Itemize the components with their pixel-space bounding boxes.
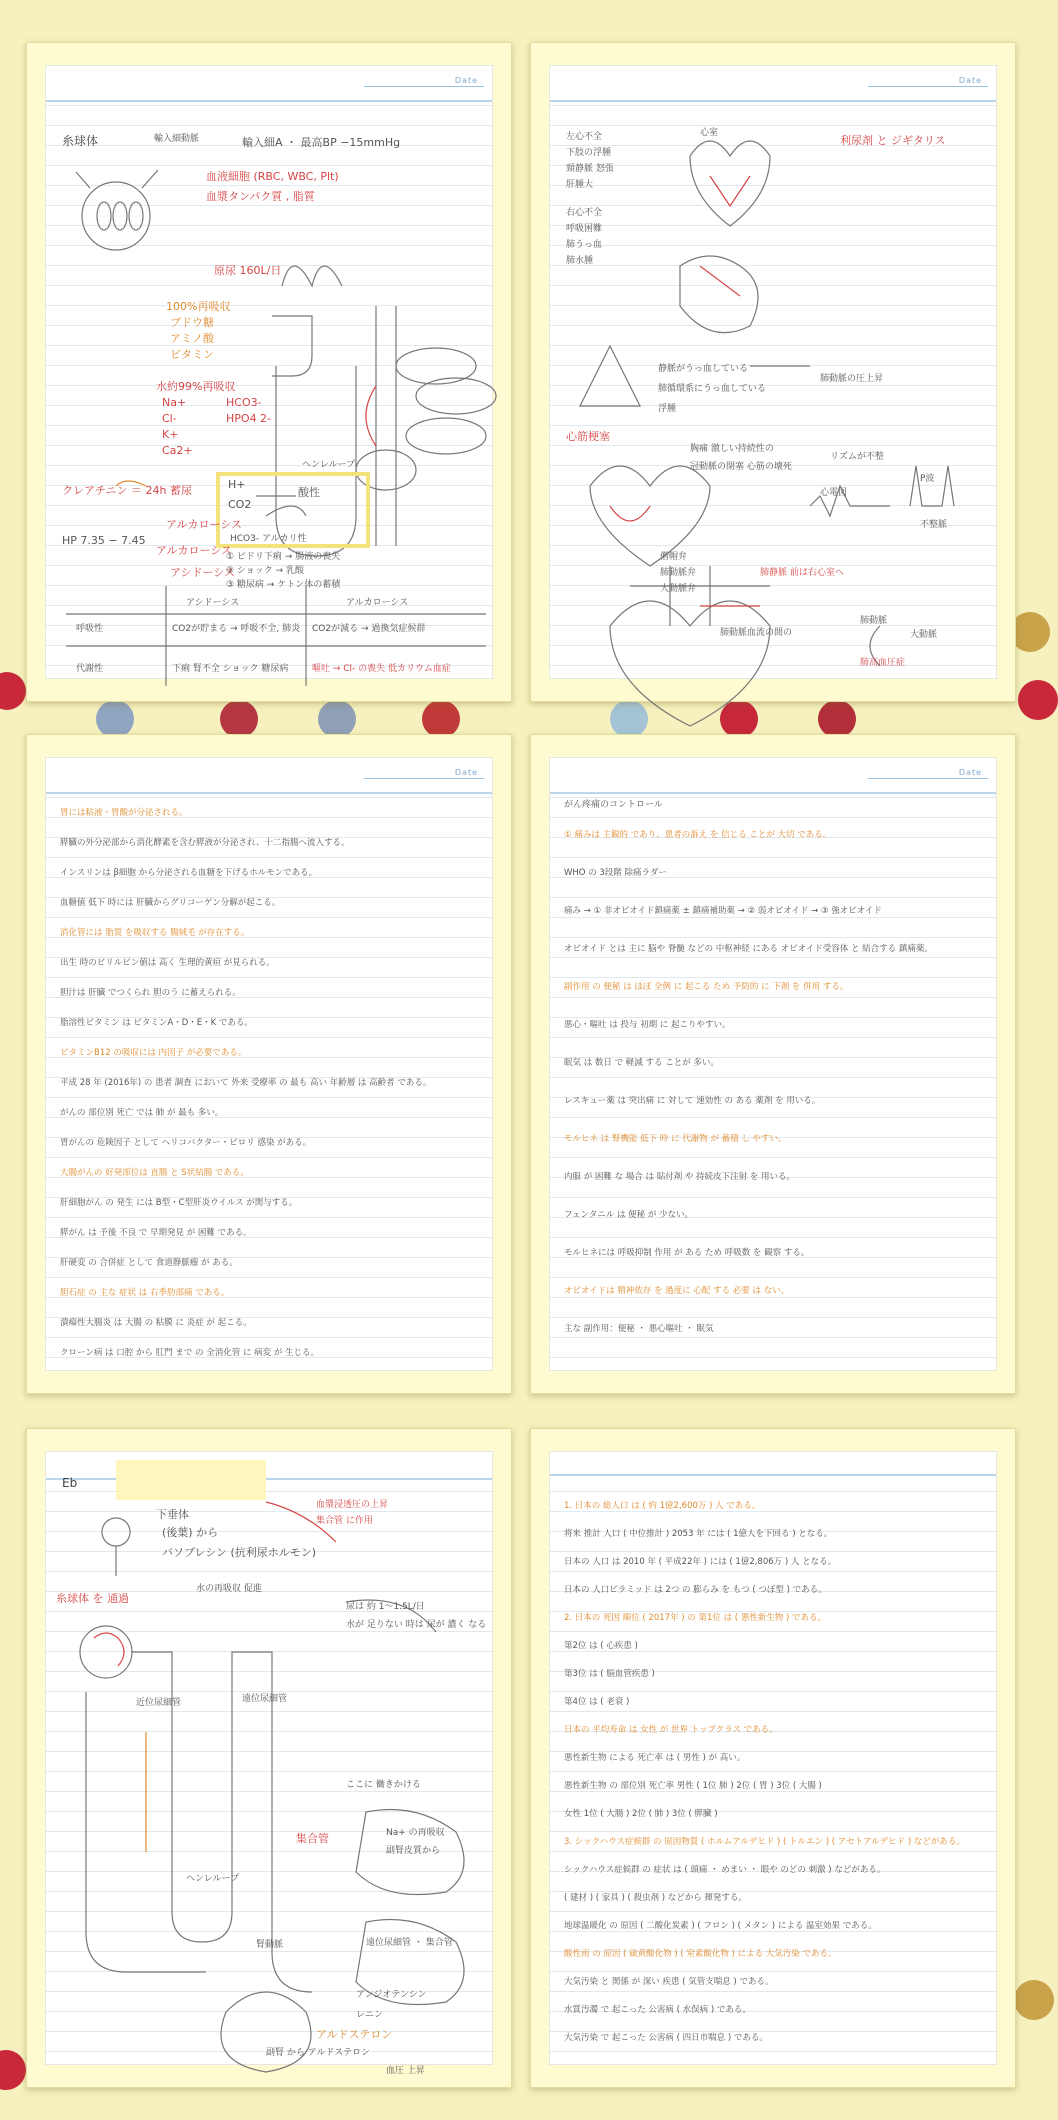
date-label: Date xyxy=(958,768,982,777)
note-page-hormones xyxy=(45,1451,493,2076)
symptom: 肺水腫 xyxy=(566,256,594,266)
note-line: 悪心・嘔吐 は 投与 初期 に 起こりやすい。 xyxy=(564,1020,731,1030)
note-page-heart xyxy=(549,65,997,679)
creatinine-line: クレアチニン ＝ 24h 蓄尿 xyxy=(62,484,193,497)
valve-label: 大動脈弁 xyxy=(660,584,697,594)
decor-dot xyxy=(96,700,134,738)
alkalosis-label-2: アルカローシス xyxy=(156,544,233,557)
note-line: オピオイド とは 主に 脳や 脊髄 などの 中枢神経 にある オピオイド受容体 と 結合する 鎮痛薬。 xyxy=(564,944,933,954)
note-sheet-4 xyxy=(530,734,1016,1394)
note-line: 女性 1位 ( 大腸 ) 2位 ( 肺 ) 3位 ( 膵臓 ) xyxy=(564,1809,718,1819)
symptom: 肺うっ血 xyxy=(566,240,603,250)
note-line: 胆石症 の 主な 症状 は 右季肋部痛 である。 xyxy=(60,1288,230,1298)
note-line: インスリンは β細胞 から分泌される血糖を下げるホルモンである。 xyxy=(60,868,318,878)
congestion-note: 静脈がうっ血している xyxy=(658,364,749,374)
tubule-label: 遠位尿細管 xyxy=(242,1694,288,1704)
co2-label: CO2 xyxy=(228,498,252,511)
infarction-label: 心筋梗塞 xyxy=(566,430,610,443)
note-line: 悪性新生物 による 死亡率 は ( 男性 ) が 高い。 xyxy=(564,1753,746,1763)
water-reabsorb-label: 水の再吸収 促進 xyxy=(196,1584,262,1594)
heart-failure-left: 左心不全 xyxy=(566,132,603,142)
note-line: 消化管には 脂質 を吸収する 腸絨毛 が存在する。 xyxy=(60,928,250,938)
note-page-digestive xyxy=(45,757,493,1371)
decor-dot xyxy=(818,700,856,738)
note-line: 将来 推計 人口 ( 中位推計 ) 2053 年 には ( 1億人を下回る ) となる。 xyxy=(564,1529,833,1539)
table-header: アルカローシス xyxy=(346,598,409,608)
note-line: 膵がん は 予後 不良 で 早期発見 が 困難 である。 xyxy=(60,1228,252,1238)
note-line: 脂溶性ビタミン は ビタミンA・D・E・K である。 xyxy=(60,1018,253,1028)
vessel-label: 肺高血圧症 xyxy=(860,658,906,668)
infarction-note: 冠動脈の閉塞 心筋の壊死 xyxy=(690,462,792,472)
table-cell: 下痢 腎不全 ショック 糖尿病 xyxy=(172,664,289,674)
adrenal-cortex-label: 副腎皮質から xyxy=(386,1846,441,1856)
ion-item: Ca2+ xyxy=(162,444,193,457)
ion-item: HPO4 2- xyxy=(226,412,272,425)
symptom: 下肢の浮腫 xyxy=(566,148,612,158)
table-cell: CO2が貯まる → 呼吸不全, 肺炎 xyxy=(172,624,301,634)
vasopressin-label: バソプレシン (抗利尿ホルモン) xyxy=(162,1546,317,1559)
note-line: 胃には粘液・胃酸が分泌される。 xyxy=(60,808,188,818)
posterior-label: (後葉) から xyxy=(162,1526,219,1539)
note-line: 日本の 平均寿命 は 女性 が 世界 トップクラス である。 xyxy=(564,1725,778,1735)
concentration-note: 水が 足りない 時は 尿が 濃く なる xyxy=(346,1620,487,1630)
vessel-label: 肺動脈 xyxy=(860,616,888,626)
tubule-label: 近位尿細管 xyxy=(136,1698,182,1708)
note-line: 悪性新生物 の 部位別 死亡率 男性 ( 1位 肺 ) 2位 ( 胃 ) 3位 ( 大腸 ) xyxy=(564,1781,822,1791)
table-cell: 呼吸性 xyxy=(76,624,104,634)
acid-label: 酸性 xyxy=(298,486,320,499)
note-line: 肝細胞がん の 発生 には B型・C型肝炎ウイルス が関与する。 xyxy=(60,1198,298,1208)
sodium-reabsorb-label: Na+ の再吸収 xyxy=(386,1828,445,1838)
collecting-duct-label: 集合管 に作用 xyxy=(316,1516,373,1526)
decor-dot xyxy=(0,672,26,710)
note-line: 1. 日本の 総人口 は ( 約 1億2,600万 ) 人 である。 xyxy=(564,1501,761,1511)
table-cell: 嘔吐 → Cl- の喪失 低カリウム血症 xyxy=(312,664,451,674)
title-glomerulus: 糸球体 xyxy=(62,134,99,148)
date-label: Date xyxy=(958,76,982,85)
decor-dot xyxy=(422,700,460,738)
reabsorb-item: ビタミン xyxy=(170,348,214,361)
blood-cells-line: 血液細胞 (RBC, WBC, Plt) xyxy=(206,170,339,183)
reabsorb-title: 100%再吸収 xyxy=(166,300,231,313)
decor-dot xyxy=(0,2050,26,2090)
section-title: がん疼痛のコントロール xyxy=(564,800,663,810)
angiotensin-label: アンジオテンシン xyxy=(356,1990,427,2000)
tubule-label: ヘンレループ xyxy=(186,1874,240,1884)
note-sheet-6 xyxy=(530,1428,1016,2088)
note-line: 眠気 は 数日 で 軽減 する ことが 多い。 xyxy=(564,1058,719,1068)
ecg-label: リズムが不整 xyxy=(830,452,884,462)
ecg-label: 心電図 xyxy=(820,488,848,498)
cause-item: ③ 糖尿病 → ケトン体の蓄積 xyxy=(226,580,341,590)
target-label: 遠位尿細管 ・ 集合管 xyxy=(366,1938,453,1948)
heart-sketch xyxy=(550,66,998,682)
note-line: 日本の 人口ピラミッド は 2つ の 膨らみ を もつ ( つぼ型 ) である。 xyxy=(564,1585,827,1595)
adrenal-label: 副腎 から アルドステロン xyxy=(266,2048,371,2058)
primary-urine-amount: 原尿 160L/日 xyxy=(214,264,282,277)
note-page-cancer-pain xyxy=(549,757,997,1371)
note-line: 3. シックハウス症候群 の 原因物質 ( ホルムアルデヒド ) ( トルエン ) ( アセトアルデヒド ) などがある。 xyxy=(564,1837,965,1847)
loop-label: ヘンレループ xyxy=(302,460,356,470)
note-line: 潰瘍性大腸炎 は 大腸 の 粘膜 に 炎症 が 起こる。 xyxy=(60,1318,252,1328)
note-line: WHO の 3段階 除痛ラダー xyxy=(564,868,667,878)
alkalosis-label: アルカローシス xyxy=(166,518,243,531)
act-here-label: ここに 働きかける xyxy=(346,1780,421,1790)
bp-rise-label: 血圧 上昇 xyxy=(386,2066,425,2076)
text-lines xyxy=(564,816,986,1348)
ion-item: K+ xyxy=(162,428,179,441)
note-line: 内服 が 困難 な 場合 は 貼付剤 や 持続皮下注射 を 用いる。 xyxy=(564,1172,796,1182)
decor-dot xyxy=(1010,612,1050,652)
note-line: 副作用 の 便秘 は ほぼ 全例 に 起こる ため 予防的 に 下剤 を 併用 する。 xyxy=(564,982,849,992)
decor-dot xyxy=(610,700,648,738)
note-line: 出生 時のビリルビン値は 高く 生理的黄疸 が見られる。 xyxy=(60,958,275,968)
note-line: 胃がんの 危険因子 として ヘリコバクター・ピロリ 感染 がある。 xyxy=(60,1138,312,1148)
note-line: レスキュー薬 は 突出痛 に 対して 速効性 の ある 薬剤 を 用いる。 xyxy=(564,1096,821,1106)
symptom: 頸静脈 怒張 xyxy=(566,164,614,174)
note-line: がんの 部位別 死亡 では 肺 が 最も 多い。 xyxy=(60,1108,224,1118)
note-line: 第3位 は ( 脳血管疾患 ) xyxy=(564,1669,655,1679)
note-line: 第2位 は ( 心疾患 ) xyxy=(564,1641,638,1651)
table-cell: 代謝性 xyxy=(76,664,104,674)
nephron-sketch xyxy=(46,1452,494,2068)
note-line: 膵臓の外分泌部から消化酵素を含む膵液が分泌され、十二指腸へ流入する。 xyxy=(60,838,350,848)
date-label: Date xyxy=(454,768,478,777)
note-line: 大腸がんの 好発部位は 直腸 と S状結腸 である。 xyxy=(60,1168,249,1178)
page-title: Eb xyxy=(62,1476,78,1490)
decor-dot xyxy=(220,700,258,738)
note-line: 主な 副作用：便秘 ・ 悪心嘔吐 ・ 眠気 xyxy=(564,1324,714,1334)
note-line: オピオイドは 精神依存 を 過度に 心配 する 必要 は ない。 xyxy=(564,1286,790,1296)
vessel-label: 肺動脈血流の間の xyxy=(720,628,793,638)
note-line: 胆汁は 肝臓 でつくられ 胆のう に蓄えられる。 xyxy=(60,988,241,998)
cause-item: ① ピドリ下痢 → 腸液の喪失 xyxy=(226,552,341,562)
note-line: 痛み → ① 非オピオイド鎮痛薬 ± 鎮痛補助薬 → ② 弱オピオイド → ③ 強オピオイド xyxy=(564,906,882,916)
ph-range: HP 7.35 − 7.45 xyxy=(62,534,146,547)
note-line: クローン病 は 口腔 から 肛門 まで の 全消化管 に 病変 が 生じる。 xyxy=(60,1348,320,1358)
table-cell: CO2が減る → 過換気症候群 xyxy=(312,624,426,634)
cause-item: ② ショック → 乳酸 xyxy=(226,566,305,576)
congestion-note: 肺動脈の圧上昇 xyxy=(820,374,884,384)
note-sheet-5 xyxy=(26,1428,512,2088)
ecg-label: P波 xyxy=(920,474,935,484)
drug-label: 利尿剤 と ジギタリス xyxy=(840,134,946,147)
reabsorb-item: ブドウ糖 xyxy=(170,316,214,329)
note-line: 血糖値 低下 時には 肝臓からグリコーゲン分解が起こる。 xyxy=(60,898,281,908)
bicarbonate-label: HCO3- アルカリ性 xyxy=(230,534,307,544)
note-line: 平成 28 年 (2016年) の 患者 調査 において 外来 受療率 の 最も 高い 年齢層 は 高齢者 である。 xyxy=(60,1078,432,1088)
symptom: 呼吸困難 xyxy=(566,224,603,234)
tubule-label: 集合管 xyxy=(296,1832,329,1845)
note-line: 第4位 は ( 老衰 ) xyxy=(564,1697,630,1707)
ecg-label: 不整脈 xyxy=(920,520,948,530)
hplus-label: H+ xyxy=(228,478,246,491)
symptom: 肝腫大 xyxy=(566,180,594,190)
text-lines xyxy=(60,798,482,1368)
note-line: 2. 日本の 死因 順位 ( 2017年 ) の 第1位 は ( 悪性新生物 ) である。 xyxy=(564,1613,827,1623)
note-sheet-1 xyxy=(26,42,512,702)
date-label: Date xyxy=(454,76,478,85)
pituitary-label: 下垂体 xyxy=(156,1508,189,1521)
water-reabsorb-title: 水約99%再吸収 xyxy=(156,380,236,393)
note-page-public-health xyxy=(549,1451,997,2065)
plasma-protein-line: 血漿タンパク質 , 脂質 xyxy=(206,190,315,203)
vessel-label: 大動脈 xyxy=(910,630,938,640)
note-line: 大気汚染 と 関係 が 深い 疾患 ( 気管支喘息 ) である。 xyxy=(564,1977,774,1987)
congestion-note: 肺循環系にうっ血している xyxy=(658,384,767,394)
note-line: 地球温暖化 の 原因 ( 二酸化炭素 ) ( フロン ) ( メタン ) による 温室効果 である。 xyxy=(564,1921,877,1931)
note-page-kidney xyxy=(45,65,493,679)
decor-dot xyxy=(318,700,356,738)
note-line: フェンタニル は 便秘 が 少ない。 xyxy=(564,1210,694,1220)
decor-dot xyxy=(1018,680,1058,720)
heart-failure-right: 右心不全 xyxy=(566,208,603,218)
note-line: 肝硬変 の 合併症 として 食道静脈瘤 が ある。 xyxy=(60,1258,238,1268)
text-lines xyxy=(564,1492,986,2052)
reabsorb-item: アミノ酸 xyxy=(170,332,214,345)
ion-item: Na+ xyxy=(162,396,187,409)
ion-item: HCO3- xyxy=(226,396,262,409)
ion-item: Cl- xyxy=(162,412,177,425)
valve-label: 僧帽弁 xyxy=(660,552,688,562)
note-line: 水質汚濁 で 起こった 公害病 ( 水俣病 ) である。 xyxy=(564,2005,751,2015)
urine-volume-label: 尿は 約 1〜1.5L/日 xyxy=(346,1602,425,1612)
table-header: アシドーシス xyxy=(186,598,240,608)
infarction-note: 胸痛 激しい持続性の xyxy=(690,444,774,454)
afferent-label: 輸入細動脈 xyxy=(154,134,200,144)
note-line: ① 痛みは 主観的 であり、患者の訴え を 信じる ことが 大切 である。 xyxy=(564,830,832,840)
decor-dot xyxy=(1014,1980,1054,2020)
note-line: 日本の 人口 は 2010 年 ( 平成22年 ) には ( 1億2,806万 ) 人 となる。 xyxy=(564,1557,837,1567)
valve-label: 肺静脈 前は右心室へ xyxy=(760,568,844,578)
congestion-note: 浮腫 xyxy=(658,404,677,414)
note-line: 酸性雨 の 原因 ( 硫黄酸化物 ) ( 窒素酸化物 ) による 大気汚染 である。 xyxy=(564,1949,837,1959)
note-line: ビタミンB12 の吸収には 内因子 が必要である。 xyxy=(60,1048,247,1058)
glomerulus-label: 糸球体 を 通過 xyxy=(56,1592,129,1605)
renal-artery-label: 腎動脈 xyxy=(256,1940,284,1950)
note-line: モルヒネには 呼吸抑制 作用 が ある ため 呼吸数 を 観察 する。 xyxy=(564,1248,810,1258)
note-line: 大気汚染 で 起こった 公害病 ( 四日市喘息 ) である。 xyxy=(564,2033,768,2043)
note-sheet-2 xyxy=(530,42,1016,702)
ventricle-label: 心室 xyxy=(700,128,719,138)
osmotic-label: 血漿浸透圧の上昇 xyxy=(316,1500,389,1510)
aldosterone-label: アルドステロン xyxy=(316,2028,393,2041)
decor-dot xyxy=(720,700,758,738)
note-line: ( 建材 ) ( 家具 ) ( 殺虫剤 ) などから 揮発する。 xyxy=(564,1893,747,1903)
pressure-line: 輸入細A ・ 最高BP −15mmHg xyxy=(242,136,401,149)
valve-label: 肺動脈弁 xyxy=(660,568,697,578)
renin-label: レニン xyxy=(356,2010,384,2020)
note-line: モルヒネ は 腎機能 低下 時 に 代謝物 が 蓄積 し やすい。 xyxy=(564,1134,787,1144)
acidosis-label: アシドーシス xyxy=(170,566,236,579)
note-line: シックハウス症候群 の 症状 は ( 頭痛 ・ めまい ・ 眼や のどの 刺激 ) などがある。 xyxy=(564,1865,886,1875)
note-sheet-3 xyxy=(26,734,512,1394)
